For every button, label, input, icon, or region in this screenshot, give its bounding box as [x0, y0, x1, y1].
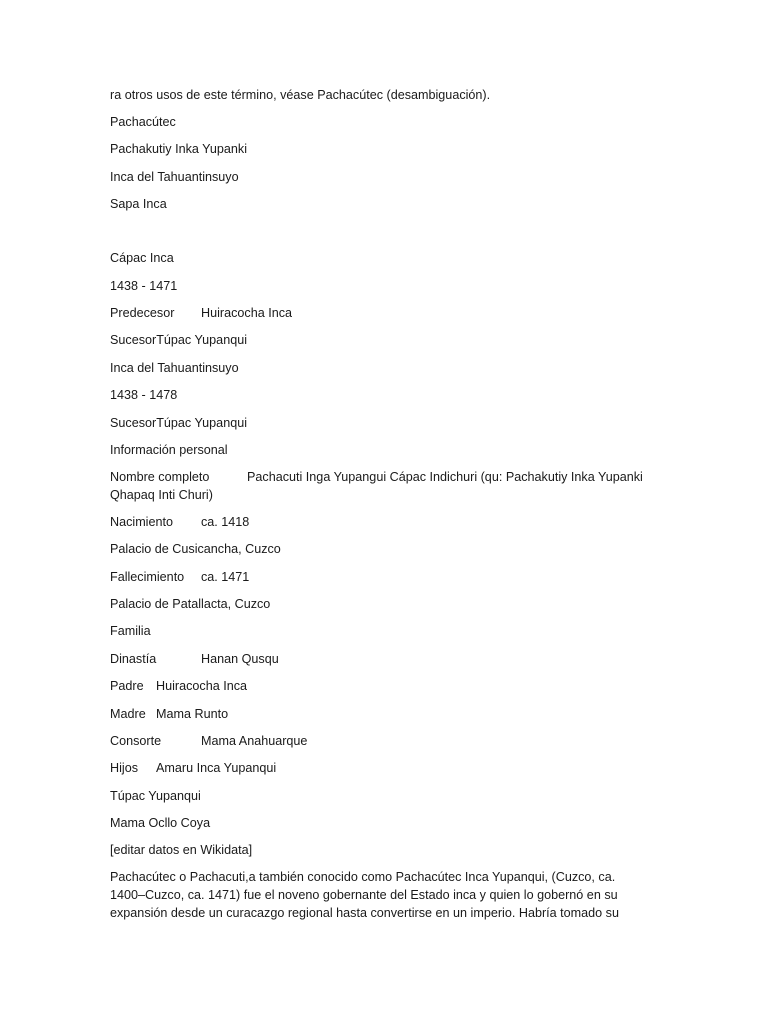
- paragraph-line: Pachacútec o Pachacuti,a también conocido como Pachacútec Inca Yupanqui, (Cuzco, ca.: [110, 870, 616, 884]
- child-value: Túpac Yupanqui: [110, 789, 201, 803]
- father-label: Padre: [110, 679, 144, 693]
- successor-line: SucesorTúpac Yupanqui: [110, 333, 247, 347]
- mother-label: Madre: [110, 707, 146, 721]
- father-value: Huiracocha Inca: [156, 679, 248, 693]
- hatnote-text: ra otros usos de este término, véase Pachacútec (desambiguación).: [110, 88, 491, 102]
- dynasty-label: Dinastía: [110, 652, 157, 666]
- child-value: Mama Ocllo Coya: [110, 816, 211, 830]
- fullname-label: Nombre completo: [110, 470, 210, 484]
- death-place: Palacio de Patallacta, Cuzco: [110, 597, 271, 611]
- section-heading: Información personal: [110, 443, 228, 457]
- title-line: Inca del Tahuantinsuyo: [110, 361, 239, 375]
- spouse-label: Consorte: [110, 734, 162, 748]
- reign-line: 1438 - 1471: [110, 279, 178, 293]
- birth-label: Nacimiento: [110, 515, 173, 529]
- title-line: Sapa Inca: [110, 197, 167, 211]
- dynasty-value: Hanan Qusqu: [201, 652, 279, 666]
- death-value: ca. 1471: [201, 570, 250, 584]
- fullname-value-cont: Qhapaq Inti Churi): [110, 488, 213, 502]
- intro-paragraph: [110, 868, 650, 922]
- role-line: Cápac Inca: [110, 251, 174, 265]
- fullname-value: Pachacuti Inga Yupangui Cápac Indichuri (qu: Pachakutiy Inka Yupanki: [247, 470, 643, 484]
- edit-wikidata-link[interactable]: [editar datos en Wikidata]: [110, 843, 253, 857]
- spouse-value: Mama Anahuarque: [201, 734, 308, 748]
- death-label: Fallecimiento: [110, 570, 185, 584]
- native-name: Pachakutiy Inka Yupanki: [110, 142, 247, 156]
- child-value: Amaru Inca Yupanqui: [156, 761, 277, 775]
- paragraph-line: expansión desde un curacazgo regional hasta convertirse en un imperio. Habría tomado su: [110, 906, 619, 920]
- children-label: Hijos: [110, 761, 138, 775]
- reign-line: 1438 - 1478: [110, 388, 178, 402]
- section-heading: Familia: [110, 624, 151, 638]
- birth-value: ca. 1418: [201, 515, 250, 529]
- mother-value: Mama Runto: [156, 707, 229, 721]
- paragraph-line: 1400–Cuzco, ca. 1471) fue el noveno gobernante del Estado inca y quien lo gobernó en su: [110, 888, 618, 902]
- article-name: Pachacútec: [110, 115, 176, 129]
- predecessor-value: Huiracocha Inca: [201, 306, 293, 320]
- title-line: Inca del Tahuantinsuyo: [110, 170, 239, 184]
- successor-line: SucesorTúpac Yupanqui: [110, 416, 247, 430]
- birth-place: Palacio de Cusicancha, Cuzco: [110, 542, 281, 556]
- predecessor-label: Predecesor: [110, 306, 175, 320]
